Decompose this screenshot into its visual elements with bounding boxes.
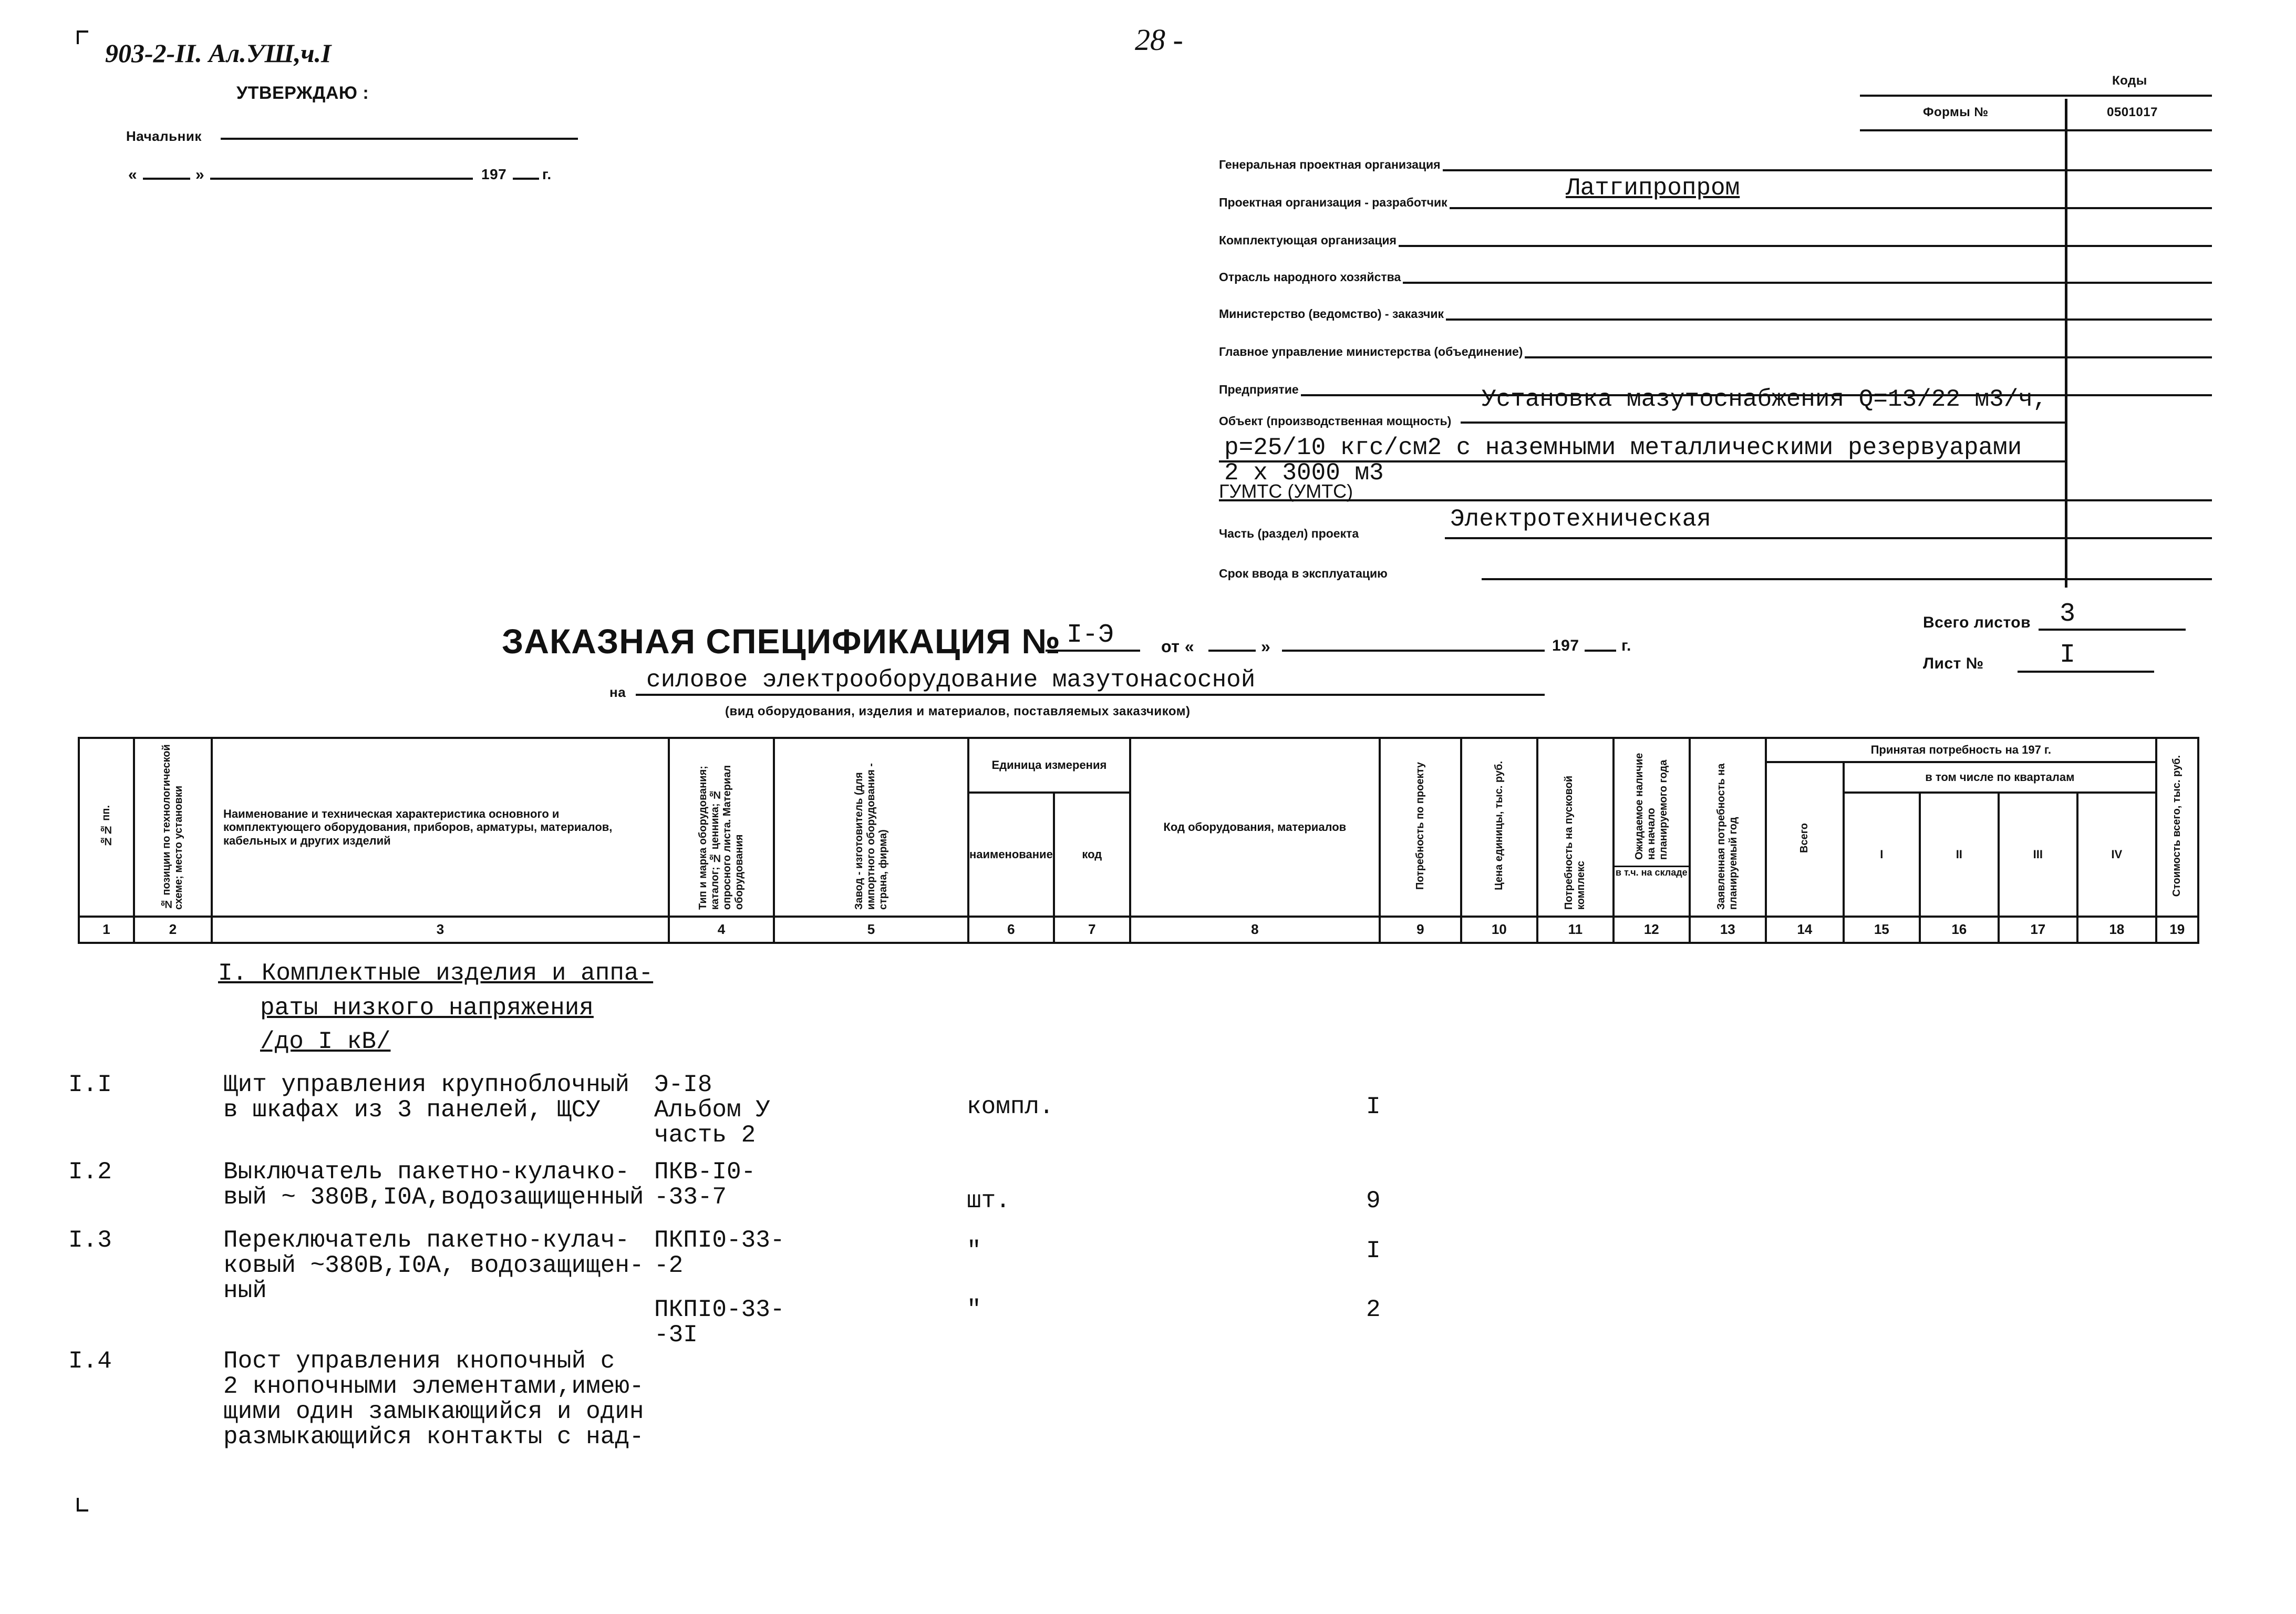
part-label: Часть (раздел) проекта bbox=[1219, 527, 1359, 540]
org-field-underline bbox=[1443, 169, 2065, 171]
org-field-label: Предприятие bbox=[1219, 383, 1299, 396]
page-number: 28 - bbox=[1135, 23, 1183, 57]
org-field-underline bbox=[1446, 318, 2065, 321]
section-line1: I. Комплектные изделия и аппа- bbox=[218, 960, 654, 987]
row-unit: шт. bbox=[967, 1187, 1010, 1215]
approve-date-open: « bbox=[128, 166, 138, 183]
th-c16: II bbox=[1956, 848, 1962, 861]
row-quantity: I bbox=[1366, 1093, 1381, 1120]
deadline-label: Срок ввода в эксплуатацию bbox=[1219, 567, 1388, 580]
th-c4: Тип и марка оборудования; каталог; № ценника; № опросного листа. Материал оборудования bbox=[697, 765, 745, 910]
org-field-underline bbox=[1450, 207, 2065, 209]
th-c18: IV bbox=[2111, 848, 2123, 861]
column-number: 2 bbox=[134, 917, 212, 943]
row-name: Переключатель пакетно-кулач- ковый ~380В,I0А, водозащищен- ный bbox=[223, 1227, 644, 1304]
row-unit: " bbox=[967, 1296, 981, 1323]
gumts-underline bbox=[1219, 499, 2065, 501]
object-line1: Установка мазутоснабжения Q=13/22 м3/ч, bbox=[1482, 386, 2047, 413]
row-name: Щит управления крупноблочный в шкафах из 3 панелей, ЩСУ bbox=[223, 1071, 629, 1124]
org-field-codes-underline bbox=[2067, 207, 2212, 209]
row-type: ПКВ-I0- -33-7 bbox=[654, 1158, 756, 1211]
sheet-no-value: I bbox=[2060, 640, 2076, 670]
column-number: 17 bbox=[1999, 917, 2077, 943]
column-number: 3 bbox=[212, 917, 669, 943]
object-line3: 2 х 3000 м3 bbox=[1224, 459, 1384, 487]
approve-date-mid: » bbox=[195, 166, 205, 183]
column-number: 19 bbox=[2156, 917, 2198, 943]
row-number: I.4 bbox=[68, 1348, 112, 1375]
org-field-label: Министерство (ведомство) - заказчик bbox=[1219, 307, 1444, 321]
column-number: 6 bbox=[968, 917, 1054, 943]
row-type: ПКПI0-33- -2 bbox=[654, 1227, 785, 1279]
approve-head-line bbox=[221, 138, 578, 140]
row-name: Пост управления кнопочный с 2 кнопочными элементами,имею- щими один замыкающийся и один размыкающийся контакты с над- bbox=[223, 1348, 644, 1451]
column-number: 18 bbox=[2077, 917, 2156, 943]
org-field-label: Комплектующая организация bbox=[1219, 233, 1397, 247]
spec-on-label: на bbox=[609, 684, 626, 700]
codes-form-code: 0501017 bbox=[2107, 105, 2158, 119]
column-number: 12 bbox=[1614, 917, 1690, 943]
org-field-codes-underline bbox=[2067, 356, 2212, 358]
spec-year-suffix: г. bbox=[1621, 637, 1631, 654]
doc-code: 903-2-II. Ал.УШ,ч.I bbox=[105, 38, 332, 68]
row-unit: " bbox=[967, 1237, 981, 1265]
spec-number-line bbox=[1046, 650, 1140, 652]
spec-year-line bbox=[1585, 650, 1616, 652]
th-c2: № позиции по технологической схеме; место установки bbox=[161, 744, 184, 910]
column-number: 11 bbox=[1537, 917, 1614, 943]
spec-year: 197 bbox=[1552, 637, 1579, 654]
object-line1-underline bbox=[1461, 422, 2065, 424]
row-quantity: 2 bbox=[1366, 1296, 1381, 1323]
spec-mid: » bbox=[1261, 637, 1271, 656]
row-type: Э-I8 Альбом У часть 2 bbox=[654, 1071, 770, 1149]
org-field-label: Проектная организация - разработчик bbox=[1219, 196, 1447, 209]
sheets-total-label: Всего листов bbox=[1923, 614, 2031, 631]
column-number: 5 bbox=[774, 917, 968, 943]
th-c14: Всего bbox=[1798, 823, 1811, 853]
section-line3: /до I кВ/ bbox=[260, 1028, 391, 1055]
column-number: 15 bbox=[1844, 917, 1920, 943]
row-number: I.2 bbox=[68, 1158, 112, 1186]
th-c12-bottom: в т.ч. на складе bbox=[1615, 866, 1689, 878]
column-number: 4 bbox=[669, 917, 774, 943]
approve-head-label: Начальник bbox=[126, 128, 202, 144]
org-field-codes-underline bbox=[2067, 318, 2212, 321]
corner-mark-top-left bbox=[77, 30, 88, 44]
column-number: 10 bbox=[1461, 917, 1537, 943]
codes-form-label: Формы № bbox=[1923, 105, 1989, 119]
th-c12-top: Ожидаемое наличие на начало планируемого года bbox=[1633, 753, 1669, 860]
sheets-total-value: 3 bbox=[2060, 599, 2076, 629]
th-c11: Потребность на пусковой комплекс bbox=[1563, 776, 1587, 910]
row-number: I.I bbox=[68, 1071, 112, 1098]
org-field-codes-underline bbox=[2067, 394, 2212, 396]
row-type: ПКПI0-33- -3I bbox=[654, 1296, 785, 1349]
row-number: I.3 bbox=[68, 1227, 112, 1254]
deadline-codes-underline bbox=[2067, 578, 2212, 580]
spec-subject-line bbox=[636, 694, 1545, 696]
th-c1: №№ пп. bbox=[100, 805, 112, 847]
spec-title: ЗАКАЗНАЯ СПЕЦИФИКАЦИЯ № bbox=[502, 622, 1061, 661]
spec-number: I-Э bbox=[1067, 620, 1114, 650]
spec-subject: силовое электрооборудование мазутонасосной bbox=[646, 666, 1256, 694]
org-field-underline bbox=[1399, 245, 2065, 247]
th-c15: I bbox=[1880, 848, 1884, 861]
org-field-label: Главное управление министерства (объединение) bbox=[1219, 345, 1523, 358]
org-field-underline bbox=[1403, 282, 2065, 284]
part-value: Электротехническая bbox=[1450, 506, 1711, 533]
approve-title: УТВЕРЖДАЮ : bbox=[236, 83, 369, 103]
spec-from: от « bbox=[1161, 637, 1195, 656]
column-number: 16 bbox=[1920, 917, 1999, 943]
th-c8: Код оборудования, материалов bbox=[1163, 820, 1347, 834]
object-label: Объект (производственная мощность) bbox=[1219, 414, 1452, 428]
org-field-label: Отрасль народного хозяйства bbox=[1219, 270, 1401, 284]
sheet-no-line bbox=[2018, 671, 2154, 673]
part-codes-underline bbox=[2067, 537, 2212, 539]
th-c5: Завод - изготовитель (для импортного оборудования - страна, фирма) bbox=[853, 763, 889, 910]
th-c3: Наименование и техническая характеристика основного и комплектующего оборудования, приборов, арматуры, материалов, кабельных и других изделий bbox=[223, 807, 613, 847]
gumts-label: ГУМТС (УМТС) bbox=[1219, 480, 1353, 502]
org-field-codes-underline bbox=[2067, 282, 2212, 284]
spec-subject-note: (вид оборудования, изделия и материалов, поставляемых заказчиком) bbox=[725, 704, 1191, 718]
part-underline bbox=[1445, 537, 2065, 539]
section-line2: раты низкого напряжения bbox=[260, 994, 594, 1022]
org-field-value: Латгипропром bbox=[1566, 174, 1740, 202]
column-number: 13 bbox=[1690, 917, 1766, 943]
spec-month-line bbox=[1282, 650, 1545, 652]
th-c9: Потребность по проекту bbox=[1414, 762, 1426, 890]
object-line2: р=25/10 кгс/см2 с наземными металлическими резервуарами bbox=[1224, 434, 2022, 461]
th-c13: Заявленная потребность на планируемый год bbox=[1715, 763, 1740, 910]
approve-year-line bbox=[513, 178, 539, 180]
gumts-codes-underline bbox=[2067, 499, 2212, 501]
th-c6: наименование bbox=[969, 848, 1053, 861]
column-number: 7 bbox=[1054, 917, 1130, 943]
row-unit: компл. bbox=[967, 1093, 1054, 1120]
approve-day-line bbox=[143, 178, 190, 180]
row-quantity: I bbox=[1366, 1237, 1381, 1265]
th-c10: Цена единицы, тыс. руб. bbox=[1493, 761, 1505, 891]
approve-month-line bbox=[210, 178, 473, 180]
approve-year: 197 bbox=[481, 166, 507, 182]
codes-top-line bbox=[1860, 95, 2212, 97]
column-number: 9 bbox=[1380, 917, 1461, 943]
column-number-row bbox=[79, 917, 2198, 943]
th-accepted: Принятая потребность на 197 г. bbox=[1870, 743, 2052, 757]
sheet-no-label: Лист № bbox=[1923, 655, 1984, 672]
th-unit: Единица измерения bbox=[991, 758, 1107, 772]
org-field-codes-underline bbox=[2067, 245, 2212, 247]
column-number: 14 bbox=[1766, 917, 1844, 943]
th-c7: код bbox=[1082, 848, 1102, 861]
approve-year-suffix: г. bbox=[542, 166, 552, 182]
org-field-underline bbox=[1525, 356, 2065, 358]
sheets-total-line bbox=[2039, 629, 2186, 631]
column-number: 1 bbox=[79, 917, 134, 943]
codes-divider bbox=[2065, 99, 2067, 588]
th-quarters: в том числе по кварталам bbox=[1925, 770, 2075, 784]
spec-table bbox=[78, 737, 2199, 944]
column-number: 8 bbox=[1130, 917, 1380, 943]
codes-title: Коды bbox=[2112, 74, 2147, 88]
th-c17: III bbox=[2033, 848, 2043, 861]
org-field-label: Генеральная проектная организация bbox=[1219, 158, 1441, 171]
codes-form-line bbox=[1860, 129, 2212, 131]
row-quantity: 9 bbox=[1366, 1187, 1381, 1215]
th-c19: Стоимость всего, тыс. руб. bbox=[2171, 755, 2183, 897]
corner-mark-bottom-left bbox=[77, 1498, 88, 1512]
row-name: Выключатель пакетно-кулачко- вый ~ 380В,I0А,водозащищенный bbox=[223, 1158, 644, 1211]
spec-day-line bbox=[1208, 650, 1256, 652]
org-field-codes-underline bbox=[2067, 169, 2212, 171]
deadline-underline bbox=[1482, 578, 2065, 580]
